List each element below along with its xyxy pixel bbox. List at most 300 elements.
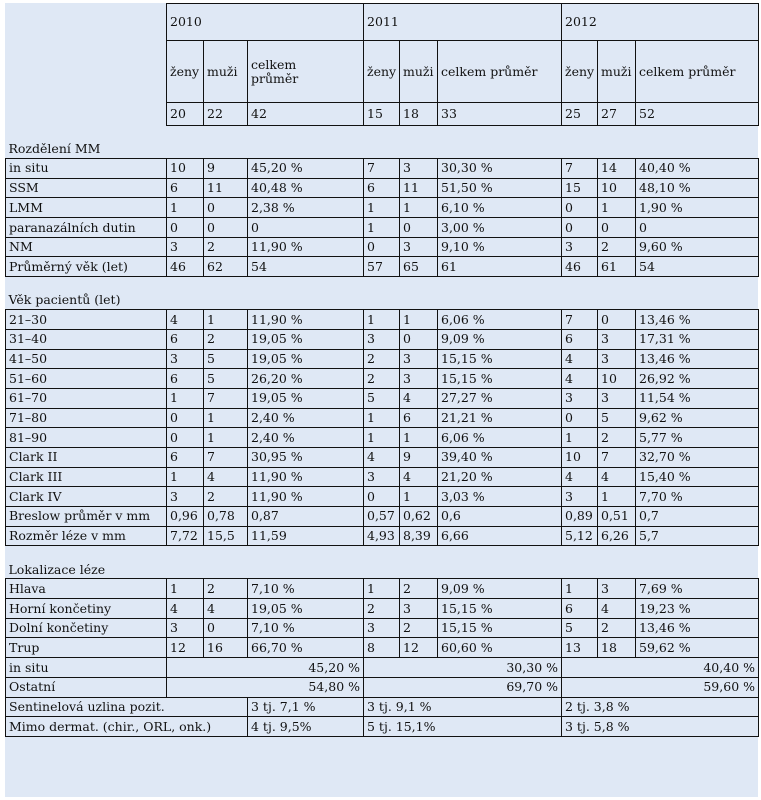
data-cell: 2: [364, 369, 400, 389]
data-cell: 21,21 %: [438, 408, 562, 428]
data-cell: 0: [364, 487, 400, 507]
table-row: [6, 717, 759, 737]
data-cell: 11,90 %: [248, 487, 364, 507]
column-header: celkem průměr: [636, 41, 759, 103]
table-row: [6, 507, 759, 527]
data-cell: 3: [400, 599, 438, 619]
merged-value-cell: 54,80 %: [167, 677, 364, 697]
data-cell: 1: [364, 579, 400, 599]
spacer-row: [6, 546, 759, 561]
data-cell: 19,23 %: [636, 599, 759, 619]
data-cell: 32,70 %: [636, 447, 759, 467]
row-label: paranazálních dutin: [6, 218, 167, 238]
data-cell: 9: [400, 447, 438, 467]
data-cell: 3: [167, 618, 204, 638]
data-cell: 0: [204, 198, 248, 218]
table-row: [6, 579, 759, 599]
data-cell: 59,62 %: [636, 638, 759, 658]
row-label: 61–70: [6, 388, 167, 408]
data-cell: 3: [167, 487, 204, 507]
row-label: 51–60: [6, 369, 167, 389]
data-cell: 2,40 %: [248, 408, 364, 428]
data-cell: 10: [598, 369, 636, 389]
data-cell: 6: [167, 447, 204, 467]
data-cell: 54: [248, 257, 364, 277]
data-cell: 21,20 %: [438, 467, 562, 487]
data-cell: 2: [400, 618, 438, 638]
data-cell: 5: [598, 408, 636, 428]
data-cell: 11,90 %: [248, 237, 364, 257]
data-cell: 15,15 %: [438, 599, 562, 619]
data-cell: 6: [167, 369, 204, 389]
data-cell: 11,90 %: [248, 467, 364, 487]
data-cell: 5: [204, 369, 248, 389]
footer-value-cell: 2 tj. 3,8 %: [562, 697, 759, 717]
data-cell: 1: [204, 310, 248, 330]
data-cell: 2,40 %: [248, 428, 364, 448]
data-cell: 0,7: [636, 507, 759, 527]
row-label: Dolní končetiny: [6, 618, 167, 638]
data-cell: 9,60 %: [636, 237, 759, 257]
data-cell: 2: [364, 349, 400, 369]
data-cell: 9,62 %: [636, 408, 759, 428]
data-cell: 1: [400, 428, 438, 448]
data-cell: 0,87: [248, 507, 364, 527]
row-label: Clark II: [6, 447, 167, 467]
data-cell: 7,69 %: [636, 579, 759, 599]
data-cell: 0: [167, 428, 204, 448]
section-title-row: [6, 140, 759, 159]
data-cell: 3: [400, 159, 438, 179]
data-cell: 0: [204, 618, 248, 638]
count-cell: 15: [364, 103, 400, 126]
corner-cell: [6, 103, 167, 126]
data-cell: 65: [400, 257, 438, 277]
data-cell: 40,40 %: [636, 159, 759, 179]
data-cell: 1: [562, 579, 598, 599]
data-cell: 2: [364, 599, 400, 619]
data-cell: 11,90 %: [248, 310, 364, 330]
merged-value-cell: 40,40 %: [562, 658, 759, 678]
data-cell: 4,93: [364, 526, 400, 546]
year-header: 2011: [364, 4, 562, 41]
column-header: ženy: [364, 41, 400, 103]
data-cell: 0: [400, 329, 438, 349]
data-cell: 13,46 %: [636, 618, 759, 638]
row-label: Horní končetiny: [6, 599, 167, 619]
data-cell: 0: [562, 218, 598, 238]
year-header: 2012: [562, 4, 759, 41]
merged-value-cell: 59,60 %: [562, 677, 759, 697]
data-cell: 3: [562, 388, 598, 408]
table-row: [6, 369, 759, 389]
table-row: [6, 618, 759, 638]
data-cell: 60,60 %: [438, 638, 562, 658]
table-row: [6, 697, 759, 717]
data-cell: 12: [400, 638, 438, 658]
count-cell: 27: [598, 103, 636, 126]
table-row: [6, 349, 759, 369]
data-cell: 19,05 %: [248, 349, 364, 369]
data-cell: 7,72: [167, 526, 204, 546]
table-panel: [5, 3, 758, 797]
data-cell: 0: [562, 198, 598, 218]
data-cell: 1: [598, 198, 636, 218]
data-cell: 3: [598, 329, 636, 349]
table-row: [6, 526, 759, 546]
data-cell: 1: [204, 428, 248, 448]
data-cell: 40,48 %: [248, 178, 364, 198]
spacer-row: [6, 277, 759, 292]
column-header: muži: [400, 41, 438, 103]
corner-cell: [6, 41, 167, 103]
table-row: [6, 310, 759, 330]
table-row: [6, 638, 759, 658]
table-row: [6, 178, 759, 198]
data-cell: 1: [364, 310, 400, 330]
data-cell: 4: [562, 467, 598, 487]
data-cell: 26,20 %: [248, 369, 364, 389]
data-cell: 5: [364, 388, 400, 408]
data-cell: 2: [400, 579, 438, 599]
data-cell: 16: [204, 638, 248, 658]
data-cell: 6: [400, 408, 438, 428]
data-cell: 2: [598, 428, 636, 448]
data-cell: 46: [562, 257, 598, 277]
data-cell: 15,5: [204, 526, 248, 546]
data-cell: 15,15 %: [438, 369, 562, 389]
count-cell: 33: [438, 103, 562, 126]
data-cell: 11: [204, 178, 248, 198]
data-cell: 3: [400, 349, 438, 369]
table-body: [6, 126, 759, 737]
data-cell: 14: [598, 159, 636, 179]
data-cell: 4: [204, 599, 248, 619]
table-row: [6, 237, 759, 257]
table-row: [6, 658, 759, 678]
data-cell: 0,62: [400, 507, 438, 527]
data-cell: 1: [364, 198, 400, 218]
table-row: [6, 257, 759, 277]
column-header: [248, 41, 364, 103]
data-cell: 17,31 %: [636, 329, 759, 349]
data-cell: 10: [562, 447, 598, 467]
data-cell: 2,38 %: [248, 198, 364, 218]
data-cell: 27,27 %: [438, 388, 562, 408]
row-label: Ostatní: [6, 677, 167, 697]
data-cell: 39,40 %: [438, 447, 562, 467]
data-cell: 4: [364, 447, 400, 467]
data-cell: 2: [204, 487, 248, 507]
data-cell: 6: [167, 178, 204, 198]
row-label: Hlava: [6, 579, 167, 599]
table-row: [6, 467, 759, 487]
table-row: [6, 159, 759, 179]
data-cell: 0,96: [167, 507, 204, 527]
data-cell: 0: [248, 218, 364, 238]
row-label: 71–80: [6, 408, 167, 428]
table-row: [6, 487, 759, 507]
row-label: in situ: [6, 658, 167, 678]
data-cell: 9: [204, 159, 248, 179]
data-cell: 1: [400, 487, 438, 507]
data-cell: 7: [364, 159, 400, 179]
data-cell: 13,46 %: [636, 349, 759, 369]
data-cell: 5,12: [562, 526, 598, 546]
row-label: 41–50: [6, 349, 167, 369]
row-label: LMM: [6, 198, 167, 218]
data-cell: 2: [598, 618, 636, 638]
data-cell: 3: [562, 237, 598, 257]
data-cell: 0: [364, 237, 400, 257]
column-header: muži: [204, 41, 248, 103]
data-cell: 1: [167, 467, 204, 487]
row-label: 81–90: [6, 428, 167, 448]
footer-value-cell: 4 tj. 9,5%: [248, 717, 364, 737]
spacer-cell: [6, 277, 759, 292]
data-cell: 5,77 %: [636, 428, 759, 448]
data-cell: 30,30 %: [438, 159, 562, 179]
data-cell: 9,09 %: [438, 579, 562, 599]
data-cell: 1: [598, 487, 636, 507]
section-title: Věk pacientů (let): [8, 292, 121, 308]
data-cell: 4: [562, 369, 598, 389]
row-label: Breslow průměr v mm: [6, 507, 167, 527]
data-cell: 2: [204, 579, 248, 599]
data-cell: 4: [167, 310, 204, 330]
row-label: 21–30: [6, 310, 167, 330]
data-cell: 1: [364, 218, 400, 238]
footer-value-cell: 3 tj. 7,1 %: [248, 697, 364, 717]
footer-value-cell: 3 tj. 5,8 %: [562, 717, 759, 737]
data-cell: 0: [636, 218, 759, 238]
column-header-text: celkem průměr: [251, 56, 299, 86]
data-cell: 1: [400, 310, 438, 330]
count-cell: 20: [167, 103, 204, 126]
data-cell: 7: [204, 388, 248, 408]
data-cell: 0: [598, 310, 636, 330]
data-cell: 3: [364, 467, 400, 487]
data-cell: 3: [400, 369, 438, 389]
table-row: [6, 388, 759, 408]
data-cell: 1: [204, 408, 248, 428]
table-row: [6, 329, 759, 349]
data-cell: 61: [438, 257, 562, 277]
data-cell: 15: [562, 178, 598, 198]
row-label: Clark IV: [6, 487, 167, 507]
year-header: 2010: [167, 4, 364, 41]
spacer-cell: [6, 546, 759, 561]
data-cell: 4: [204, 467, 248, 487]
data-cell: 48,10 %: [636, 178, 759, 198]
section-title: Lokalizace léze: [8, 561, 106, 577]
row-label: Mimo dermat. (chir., ORL, onk.): [6, 717, 248, 737]
data-cell: 0,89: [562, 507, 598, 527]
data-cell: 1: [364, 428, 400, 448]
data-cell: 61: [598, 257, 636, 277]
data-cell: 13,46 %: [636, 310, 759, 330]
data-cell: 1: [167, 198, 204, 218]
data-cell: 1: [167, 579, 204, 599]
column-header: muži: [598, 41, 636, 103]
count-cell: 42: [248, 103, 364, 126]
row-label: Průměrný věk (let): [6, 257, 167, 277]
data-cell: 46: [167, 257, 204, 277]
data-cell: 7,10 %: [248, 618, 364, 638]
data-cell: 4: [400, 388, 438, 408]
data-cell: 5: [204, 349, 248, 369]
data-cell: 0,6: [438, 507, 562, 527]
count-cell: 52: [636, 103, 759, 126]
data-cell: 7: [562, 159, 598, 179]
row-label: SSM: [6, 178, 167, 198]
spacer-row: [6, 126, 759, 141]
data-cell: 51,50 %: [438, 178, 562, 198]
row-label: Sentinelová uzlina pozit.: [6, 697, 248, 717]
section-title: Rozdělení MM: [8, 141, 101, 157]
data-cell: 4: [598, 599, 636, 619]
data-cell: 1: [364, 408, 400, 428]
row-label: NM: [6, 237, 167, 257]
data-cell: 2: [204, 329, 248, 349]
data-cell: 3: [598, 579, 636, 599]
data-cell: 5: [562, 618, 598, 638]
data-cell: 3: [598, 349, 636, 369]
footer-value-cell: 5 tj. 15,1%: [364, 717, 562, 737]
table-row: [6, 198, 759, 218]
data-cell: 9,10 %: [438, 237, 562, 257]
data-cell: 5,7: [636, 526, 759, 546]
section-title-row: [6, 291, 759, 310]
data-cell: 0: [167, 218, 204, 238]
data-cell: 6,10 %: [438, 198, 562, 218]
data-cell: 7: [204, 447, 248, 467]
data-cell: 3: [598, 388, 636, 408]
data-cell: 6: [167, 329, 204, 349]
data-cell: 30,95 %: [248, 447, 364, 467]
column-header: ženy: [562, 41, 598, 103]
data-cell: 7: [562, 310, 598, 330]
data-cell: 6,66: [438, 526, 562, 546]
spacer-cell: [6, 126, 759, 141]
data-cell: 0: [400, 218, 438, 238]
data-cell: 1: [167, 388, 204, 408]
data-cell: 19,05 %: [248, 388, 364, 408]
data-cell: 19,05 %: [248, 599, 364, 619]
table-row: [6, 428, 759, 448]
count-cell: 18: [400, 103, 438, 126]
row-label: Rozměr léze v mm: [6, 526, 167, 546]
table-row: [6, 677, 759, 697]
merged-value-cell: 69,70 %: [364, 677, 562, 697]
data-cell: 6: [562, 599, 598, 619]
data-cell: 0,78: [204, 507, 248, 527]
data-cell: 6,06 %: [438, 310, 562, 330]
data-cell: 6: [364, 178, 400, 198]
data-cell: 3: [167, 237, 204, 257]
data-cell: 3: [167, 349, 204, 369]
table-row: [6, 447, 759, 467]
data-cell: 11: [400, 178, 438, 198]
row-label: 31–40: [6, 329, 167, 349]
footer-value-cell: 3 tj. 9,1 %: [364, 697, 562, 717]
data-cell: 15,40 %: [636, 467, 759, 487]
data-cell: 54: [636, 257, 759, 277]
column-header: ženy: [167, 41, 204, 103]
data-cell: 7,70 %: [636, 487, 759, 507]
melanoma-statistics-table: [5, 3, 759, 737]
count-cell: 25: [562, 103, 598, 126]
data-cell: 6,06 %: [438, 428, 562, 448]
column-header: celkem průměr: [438, 41, 562, 103]
data-cell: 3,00 %: [438, 218, 562, 238]
data-cell: 0: [204, 218, 248, 238]
data-cell: 2: [598, 237, 636, 257]
data-cell: 4: [598, 467, 636, 487]
data-cell: 15,15 %: [438, 618, 562, 638]
data-cell: 6,26: [598, 526, 636, 546]
data-cell: 19,05 %: [248, 329, 364, 349]
data-cell: 1: [562, 428, 598, 448]
data-cell: 13: [562, 638, 598, 658]
merged-value-cell: 30,30 %: [364, 658, 562, 678]
data-cell: 15,15 %: [438, 349, 562, 369]
data-cell: 1,90 %: [636, 198, 759, 218]
row-label: in situ: [6, 159, 167, 179]
data-cell: 57: [364, 257, 400, 277]
data-cell: 7: [598, 447, 636, 467]
data-cell: 3: [364, 618, 400, 638]
data-cell: 3,03 %: [438, 487, 562, 507]
data-cell: 0,51: [598, 507, 636, 527]
data-cell: 12: [167, 638, 204, 658]
data-cell: 2: [204, 237, 248, 257]
data-cell: 0: [598, 218, 636, 238]
row-label: Trup: [6, 638, 167, 658]
data-cell: 11,54 %: [636, 388, 759, 408]
data-cell: 18: [598, 638, 636, 658]
section-title-row: [6, 560, 759, 579]
data-cell: 0: [167, 408, 204, 428]
data-cell: 7,10 %: [248, 579, 364, 599]
row-label: Clark III: [6, 467, 167, 487]
table-row: [6, 218, 759, 238]
table-row: [6, 408, 759, 428]
data-cell: 8: [364, 638, 400, 658]
data-cell: 3: [562, 487, 598, 507]
data-cell: 4: [562, 349, 598, 369]
data-cell: 1: [400, 198, 438, 218]
data-cell: 8,39: [400, 526, 438, 546]
data-cell: 45,20 %: [248, 159, 364, 179]
data-cell: 11,59: [248, 526, 364, 546]
data-cell: 4: [167, 599, 204, 619]
data-cell: 10: [598, 178, 636, 198]
table-row: [6, 599, 759, 619]
data-cell: 62: [204, 257, 248, 277]
data-cell: 26,92 %: [636, 369, 759, 389]
data-cell: 0,57: [364, 507, 400, 527]
data-cell: 9,09 %: [438, 329, 562, 349]
data-cell: 10: [167, 159, 204, 179]
merged-value-cell: 45,20 %: [167, 658, 364, 678]
data-cell: 6: [562, 329, 598, 349]
corner-cell: [6, 4, 167, 41]
count-cell: 22: [204, 103, 248, 126]
data-cell: 4: [400, 467, 438, 487]
data-cell: 0: [562, 408, 598, 428]
data-cell: 3: [400, 237, 438, 257]
